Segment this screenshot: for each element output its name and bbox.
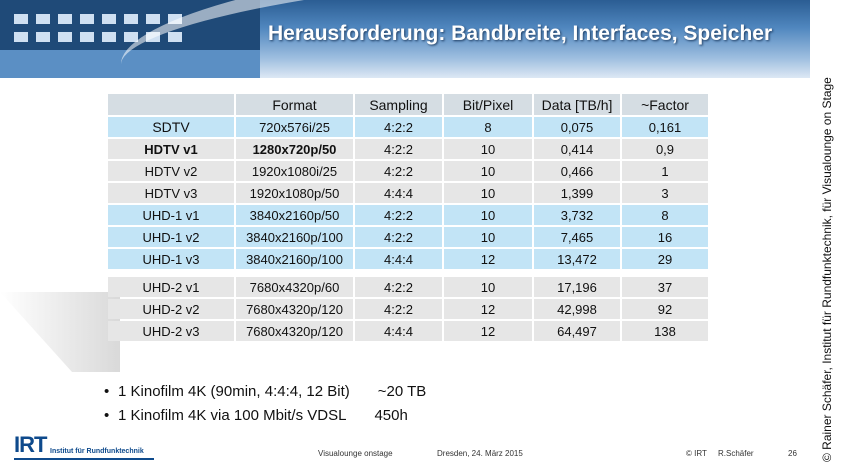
table-header-row <box>108 94 708 115</box>
row-sampling: 4:2:2 <box>355 277 442 297</box>
row-factor: 37 <box>622 277 708 297</box>
table-row <box>108 183 708 203</box>
row-data: 17,196 <box>534 277 620 297</box>
row-bits: 12 <box>444 321 532 341</box>
row-name: UHD-2 v3 <box>108 321 234 341</box>
row-bits: 10 <box>444 161 532 181</box>
row-factor: 8 <box>622 205 708 225</box>
row-sampling: 4:2:2 <box>355 299 442 319</box>
header-format: Format <box>236 94 353 115</box>
header-empty <box>108 94 234 115</box>
row-bits: 10 <box>444 139 532 159</box>
row-sampling: 4:2:2 <box>355 139 442 159</box>
footer-event: Visualounge onstage <box>318 449 393 458</box>
row-sampling: 4:2:2 <box>355 227 442 247</box>
table-row <box>108 249 708 269</box>
row-data: 1,399 <box>534 183 620 203</box>
row-name: UHD-2 v2 <box>108 299 234 319</box>
row-factor: 0,9 <box>622 139 708 159</box>
row-format: 1920x1080p/50 <box>236 183 353 203</box>
bullet-dot-icon: • <box>104 406 110 424</box>
row-name: UHD-1 v2 <box>108 227 234 247</box>
row-sampling: 4:4:4 <box>355 249 442 269</box>
row-data: 42,998 <box>534 299 620 319</box>
slide-header <box>0 0 810 78</box>
table-spacer <box>108 271 708 275</box>
row-sampling: 4:4:4 <box>355 183 442 203</box>
bullet-value: 450h <box>374 406 408 424</box>
row-data: 64,497 <box>534 321 620 341</box>
logo-text: IRT <box>14 432 47 457</box>
row-sampling: 4:2:2 <box>355 117 442 137</box>
row-factor: 16 <box>622 227 708 247</box>
table-row <box>108 321 708 341</box>
footer-page-number: 26 <box>788 449 797 458</box>
bullet-text: 1 Kinofilm 4K via 100 Mbit/s VDSL <box>118 406 347 424</box>
row-format: 3840x2160p/100 <box>236 249 353 269</box>
footer-author: R.Schäfer <box>718 449 754 458</box>
row-format: 720x576i/25 <box>236 117 353 137</box>
row-format: 1280x720p/50 <box>236 139 353 159</box>
table-row <box>108 205 708 225</box>
row-factor: 1 <box>622 161 708 181</box>
row-sampling: 4:4:4 <box>355 321 442 341</box>
table-row <box>108 299 708 319</box>
row-data: 3,732 <box>534 205 620 225</box>
row-bits: 10 <box>444 205 532 225</box>
row-data: 7,465 <box>534 227 620 247</box>
side-credit: © Rainer Schäfer, Institut für Rundfunktechnik, für Visualounge on Stage <box>820 77 834 462</box>
row-bits: 10 <box>444 183 532 203</box>
row-format: 3840x2160p/50 <box>236 205 353 225</box>
bullet-item <box>104 379 426 403</box>
bullet-text: 1 Kinofilm 4K (90min, 4:4:4, 12 Bit) <box>118 382 350 400</box>
row-sampling: 4:2:2 <box>355 161 442 181</box>
bullet-list <box>104 379 426 427</box>
bandwidth-table <box>106 92 710 343</box>
logo-institute: Institut für Rundfunktechnik <box>50 448 144 455</box>
table-row <box>108 161 708 181</box>
row-factor: 0,161 <box>622 117 708 137</box>
row-format: 1920x1080i/25 <box>236 161 353 181</box>
bullet-item <box>104 403 426 427</box>
row-bits: 10 <box>444 227 532 247</box>
row-factor: 92 <box>622 299 708 319</box>
bullet-dot-icon: • <box>104 382 110 400</box>
row-bits: 12 <box>444 299 532 319</box>
footer-copyright: © IRT <box>686 449 707 458</box>
row-data: 13,472 <box>534 249 620 269</box>
row-format: 7680x4320p/120 <box>236 321 353 341</box>
header-data: Data [TB/h] <box>534 94 620 115</box>
table-row <box>108 227 708 247</box>
irt-logo <box>14 434 154 462</box>
header-bit-pixel: Bit/Pixel <box>444 94 532 115</box>
table-row <box>108 117 708 137</box>
decorative-shadow <box>0 292 120 372</box>
table-row <box>108 139 708 159</box>
row-name: UHD-1 v1 <box>108 205 234 225</box>
row-name: SDTV <box>108 117 234 137</box>
slide-title: Herausforderung: Bandbreite, Interfaces, Speicher <box>268 22 773 45</box>
row-name: HDTV v3 <box>108 183 234 203</box>
logo-underline <box>14 458 154 460</box>
table-row <box>108 277 708 297</box>
row-format: 7680x4320p/60 <box>236 277 353 297</box>
row-format: 3840x2160p/100 <box>236 227 353 247</box>
row-bits: 12 <box>444 249 532 269</box>
row-data: 0,075 <box>534 117 620 137</box>
header-factor: ~Factor <box>622 94 708 115</box>
row-bits: 8 <box>444 117 532 137</box>
row-factor: 3 <box>622 183 708 203</box>
row-factor: 29 <box>622 249 708 269</box>
footer-date: Dresden, 24. März 2015 <box>437 449 523 458</box>
row-name: UHD-1 v3 <box>108 249 234 269</box>
row-name: UHD-2 v1 <box>108 277 234 297</box>
row-name: HDTV v2 <box>108 161 234 181</box>
row-factor: 138 <box>622 321 708 341</box>
row-data: 0,414 <box>534 139 620 159</box>
row-bits: 10 <box>444 277 532 297</box>
row-format: 7680x4320p/120 <box>236 299 353 319</box>
header-sampling: Sampling <box>355 94 442 115</box>
row-data: 0,466 <box>534 161 620 181</box>
bullet-value: ~20 TB <box>377 382 427 400</box>
row-name: HDTV v1 <box>108 139 234 159</box>
row-sampling: 4:2:2 <box>355 205 442 225</box>
slide-footer <box>0 432 815 474</box>
